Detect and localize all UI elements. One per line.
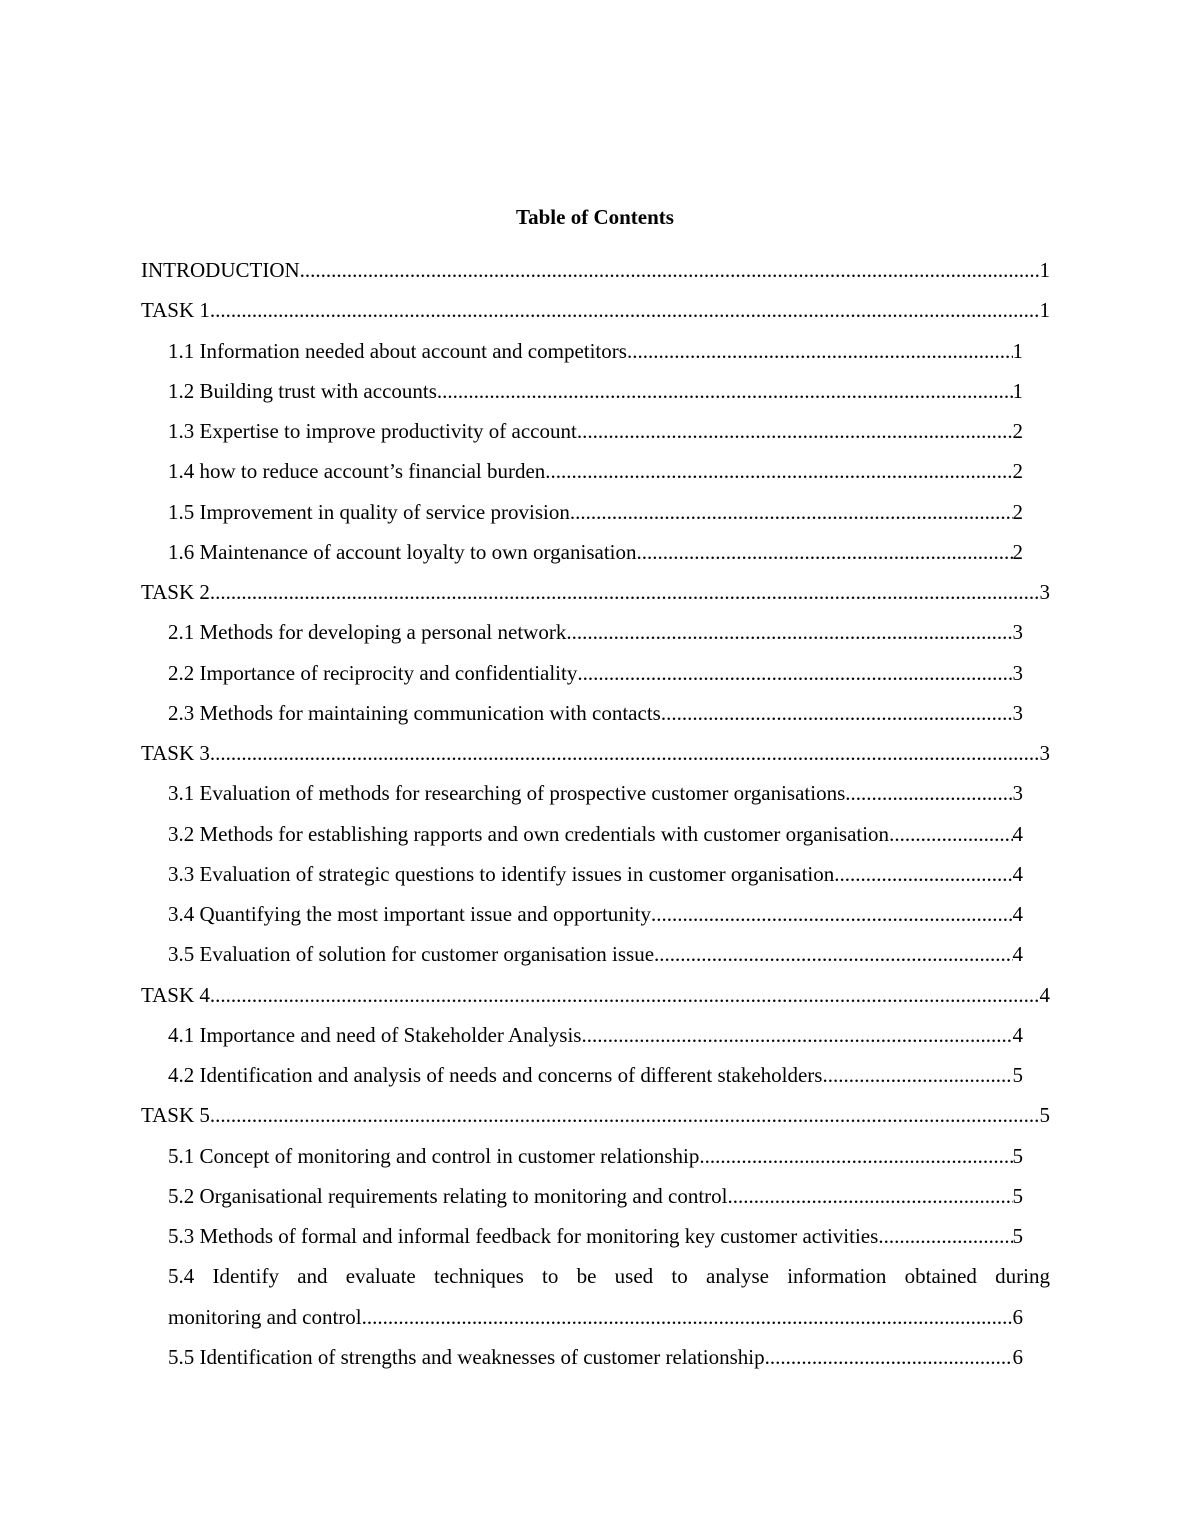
- toc-page-number: 1: [1012, 338, 1023, 363]
- toc-page-number: 5: [1039, 1103, 1050, 1128]
- toc-entry-text: 5.3 Methods of formal and informal feedback for monitoring key customer activities: [168, 1224, 879, 1248]
- toc-entry-task-3[interactable]: [141, 739, 1050, 779]
- toc-list: [141, 256, 1050, 1383]
- toc-entry-text: 1.1 Information needed about account and competitors: [168, 338, 627, 363]
- dot-leader: [889, 820, 1012, 848]
- toc-page-number: 4: [1012, 902, 1023, 926]
- toc-entry-text: 5.1 Concept of monitoring and control in customer relationship: [168, 1143, 700, 1168]
- toc-page-number: 2: [1012, 539, 1023, 564]
- dot-leader: [651, 900, 1013, 928]
- toc-page-number: 6: [1012, 1304, 1023, 1329]
- toc-entry-text: 1.2 Building trust with accounts: [168, 378, 437, 403]
- toc-entry-1-1[interactable]: [141, 337, 1023, 377]
- toc-entry-5-5[interactable]: [141, 1343, 1023, 1383]
- toc-page-number: 3: [1012, 700, 1023, 725]
- toc-page-number: 5: [1012, 1224, 1023, 1248]
- toc-entry-1-3[interactable]: [141, 417, 1023, 457]
- dot-leader: [661, 699, 1013, 727]
- toc-page-number: 3: [1012, 781, 1023, 806]
- dot-leader: [210, 1101, 1040, 1129]
- dot-leader: [654, 940, 1012, 968]
- dot-leader: [637, 538, 1013, 566]
- dot-leader: [210, 739, 1040, 767]
- toc-entry-text: 1.3 Expertise to improve productivity of account: [168, 419, 577, 443]
- toc-entry-text: 3.3 Evaluation of strategic questions to identify issues in customer organisation: [168, 861, 835, 886]
- toc-entry-5-2[interactable]: [141, 1182, 1023, 1222]
- toc-entry-1-6[interactable]: [141, 538, 1023, 578]
- toc-entry-task-5[interactable]: [141, 1101, 1050, 1141]
- toc-entry-text: TASK 2: [141, 580, 210, 604]
- dot-leader: [822, 1061, 1012, 1089]
- toc-entry-3-1[interactable]: [141, 779, 1023, 819]
- toc-entry-text: 1.5 Improvement in quality of service provision: [168, 499, 570, 524]
- toc-entry-text: 2.3 Methods for maintaining communication with contacts: [168, 700, 661, 725]
- toc-entry-task-1[interactable]: [141, 296, 1050, 336]
- toc-page-number: 4: [1012, 821, 1023, 846]
- toc-entry-text: monitoring and control: [168, 1304, 362, 1329]
- toc-entry-text: TASK 3: [141, 741, 210, 765]
- toc-entry-2-3[interactable]: [141, 699, 1023, 739]
- toc-entry-text: 1.6 Maintenance of account loyalty to own organisation: [168, 539, 637, 564]
- toc-page-number: 4: [1012, 942, 1023, 967]
- toc-page-number: 4: [1012, 861, 1023, 886]
- toc-page-number: 5: [1012, 1063, 1023, 1087]
- toc-entry-text: INTRODUCTION: [141, 258, 300, 282]
- dot-leader: [577, 417, 1013, 445]
- toc-entry-1-2[interactable]: [141, 377, 1023, 417]
- dot-leader: [566, 618, 1012, 646]
- toc-entry-text: 1.4 how to reduce account’s financial burden: [168, 459, 546, 484]
- toc-entry-text: 2.1 Methods for developing a personal network: [168, 620, 567, 645]
- toc-entry-text: 5.2 Organisational requirements relating to monitoring and control: [168, 1183, 728, 1208]
- toc-entry-text: 3.1 Evaluation of methods for researching of prospective customer organisations: [168, 781, 846, 806]
- toc-entry-4-1[interactable]: [141, 1021, 1023, 1061]
- toc-page-number: 3: [1012, 660, 1023, 685]
- dot-leader: [570, 498, 1013, 526]
- toc-entry-continuation: [168, 1303, 1023, 1343]
- toc-entry-text: 3.5 Evaluation of solution for customer organisation issue: [168, 942, 655, 967]
- toc-entry-text: 3.2 Methods for establishing rapports and own credentials with customer organisation: [168, 821, 890, 846]
- toc-page-number: 1: [1039, 258, 1050, 282]
- toc-entry-5-1[interactable]: [141, 1142, 1023, 1182]
- toc-entry-3-3[interactable]: [141, 860, 1023, 900]
- toc-page-number: 1: [1039, 298, 1050, 323]
- toc-page-number: 4: [1012, 1022, 1023, 1047]
- toc-page-number: 2: [1012, 499, 1023, 524]
- toc-page-number: 5: [1012, 1183, 1023, 1208]
- toc-page-number: 2: [1012, 419, 1023, 443]
- toc-entry-text: TASK 1: [141, 298, 210, 323]
- dot-leader: [210, 578, 1040, 606]
- dot-leader: [362, 1303, 1013, 1331]
- toc-entry-2-2[interactable]: [141, 659, 1023, 699]
- toc-page-number: 3: [1012, 620, 1023, 645]
- toc-entry-text: 5.5 Identification of strengths and weaknesses of customer relationship: [168, 1344, 765, 1369]
- toc-page-number: 4: [1039, 982, 1050, 1007]
- dot-leader: [545, 457, 1012, 485]
- toc-entry-text: 4.2 Identification and analysis of needs and concerns of different stakeholders: [168, 1063, 823, 1087]
- dot-leader: [699, 1142, 1012, 1170]
- toc-entry-2-1[interactable]: [141, 618, 1023, 658]
- dot-leader: [577, 659, 1012, 687]
- toc-entry-1-4[interactable]: [141, 457, 1023, 497]
- toc-entry-text: 3.4 Quantifying the most important issue and opportunity: [168, 902, 651, 926]
- dot-leader: [845, 779, 1012, 807]
- dot-leader: [878, 1222, 1012, 1250]
- toc-entry-1-5[interactable]: [141, 498, 1023, 538]
- dot-leader: [437, 377, 1013, 405]
- dot-leader: [581, 1021, 1012, 1049]
- toc-entry-task-4[interactable]: [141, 981, 1050, 1021]
- toc-entry-text: 5.4 Identify and evaluate techniques to be used to analyse information obtained during: [168, 1264, 1050, 1289]
- toc-entry-3-2[interactable]: [141, 820, 1023, 860]
- toc-entry-3-4[interactable]: [141, 900, 1023, 940]
- dot-leader: [765, 1343, 1013, 1371]
- toc-entry-task-2[interactable]: [141, 578, 1050, 618]
- toc-entry-introduction[interactable]: [141, 256, 1050, 296]
- dot-leader: [727, 1182, 1012, 1210]
- toc-entry-text: 2.2 Importance of reciprocity and confidentiality: [168, 660, 578, 685]
- toc-page-number: 6: [1012, 1344, 1023, 1369]
- toc-page-number: 3: [1039, 741, 1050, 765]
- toc-page-number: 1: [1012, 378, 1023, 403]
- toc-entry-5-3[interactable]: [141, 1222, 1023, 1262]
- dot-leader: [627, 337, 1013, 365]
- toc-page-number: 2: [1012, 459, 1023, 484]
- toc-entry-text: TASK 4: [141, 982, 210, 1007]
- dot-leader: [210, 981, 1040, 1009]
- toc-entry-text: TASK 5: [141, 1103, 210, 1128]
- toc-page-number: 3: [1039, 580, 1050, 604]
- toc-entry-4-2[interactable]: [141, 1061, 1023, 1101]
- toc-title: Table of Contents: [516, 205, 674, 229]
- toc-entry-text: 4.1 Importance and need of Stakeholder Analysis: [168, 1022, 582, 1047]
- toc-page-number: 5: [1012, 1143, 1023, 1168]
- dot-leader: [210, 296, 1040, 324]
- toc-entry-3-5[interactable]: [141, 940, 1023, 980]
- toc-entry-5-4[interactable]: [141, 1262, 1050, 1343]
- dot-leader: [300, 256, 1040, 284]
- dot-leader: [834, 860, 1012, 888]
